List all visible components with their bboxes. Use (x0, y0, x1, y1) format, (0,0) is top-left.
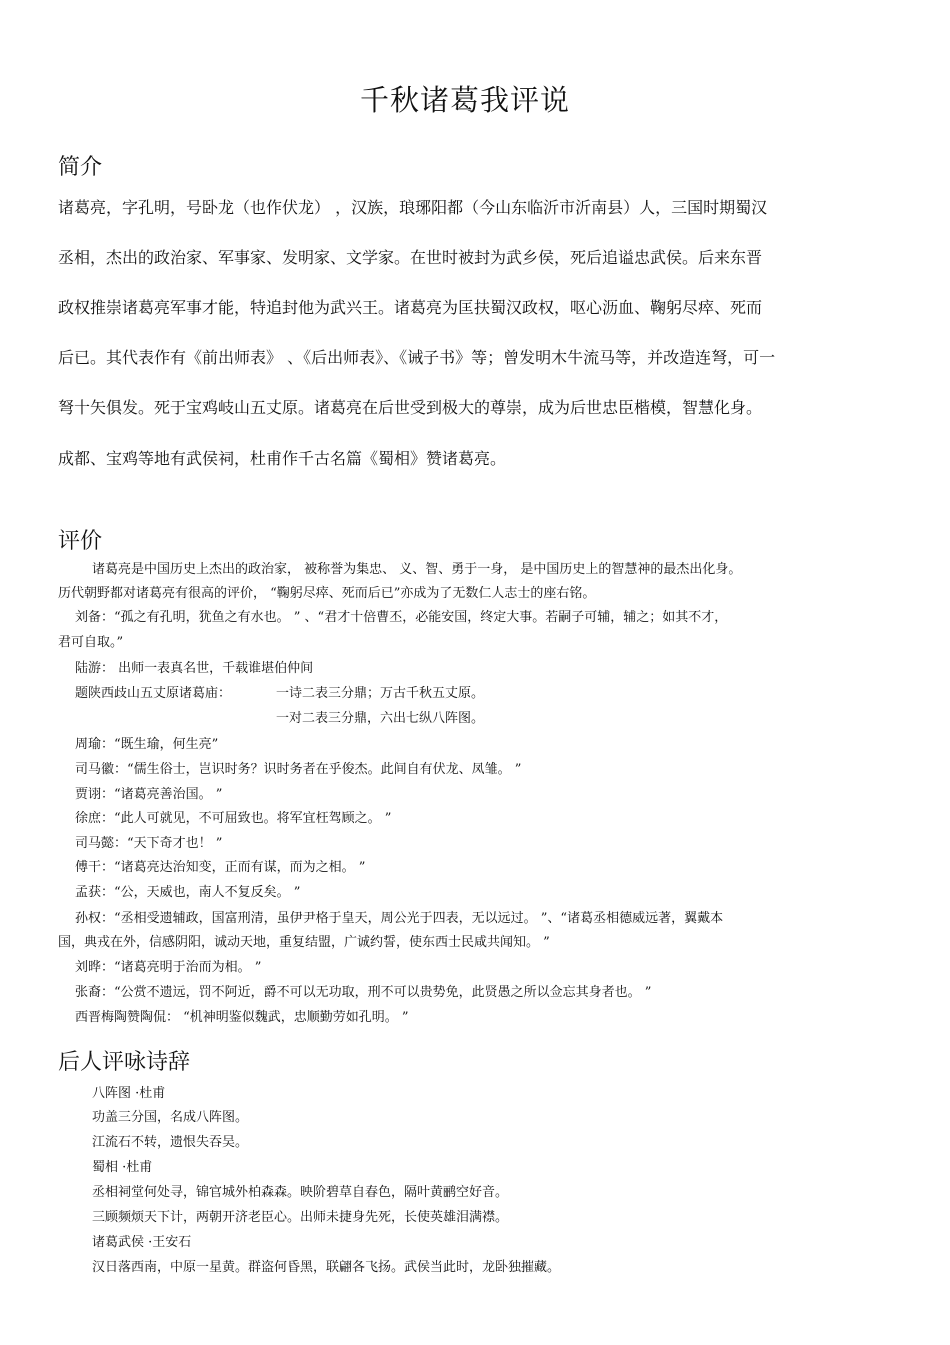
poem-line: 功盖三分国，名成八阵图。 (92, 1110, 249, 1125)
quote-lu-you: 陆游： 出师一表真名世，千载谁堪伯仲间 (75, 661, 314, 676)
evaluation-heading: 评价 (58, 529, 103, 554)
quote-meng-huo: 孟获：“公，天威也，南人不复反矣。 ” (75, 885, 301, 900)
intro-heading: 简介 (58, 155, 103, 180)
quote-liu-ye: 刘晔：“诸葛亮明于治而为相。 ” (75, 960, 262, 975)
poems-heading: 后人评咏诗辞 (58, 1050, 191, 1075)
poem-line: 汉日落西南，中原一星黄。群盗何昏黑，联翩各飞扬。武侯当此时，龙卧独摧藏。 (92, 1260, 561, 1275)
quote-zhang-yi: 张裔：“公赏不遗远，罚不阿近，爵不可以无功取，刑不可以贵势免，此贤愚之所以佥忘其身者也。 ” (75, 985, 652, 1000)
quote-jia-xu: 贾诩：“诸葛亮善治国。 ” (75, 787, 223, 802)
quote-sima-hui: 司马徽：“儒生俗士，岂识时务？识时务者在乎俊杰。此间自有伏龙、凤雏。 ” (75, 762, 522, 777)
page-title: 千秋诸葛我评说 (359, 83, 570, 117)
intro-line: 成都、宝鸡等地有武侯祠，杜甫作千古名篇《蜀相》赞诸葛亮。 (58, 449, 507, 468)
quote-sun-quan: 孙权：“丞相受遗辅政，国富刑清，虽伊尹格于皇天，周公光于四表，无以远过。 ”、“诸葛丞相德威远著，翼戴本 (75, 911, 724, 926)
poem-line: 江流石不转，遗恨失吞吴。 (92, 1135, 249, 1150)
quote-tao-kan: 西晋梅陶赞陶侃： “机神明鉴似魏武，忠顺勤劳如孔明。 ” (75, 1010, 409, 1025)
quote-zhou-yu: 周瑜：“既生瑜，何生亮” (75, 737, 219, 752)
intro-line: 丞相，杰出的政治家、军事家、发明家、文学家。在世时被封为武乡侯，死后追谥忠武侯。后来东晋 (58, 248, 763, 267)
quote-sun-quan-cont: 国，典戎在外，信感阴阳，诚动天地，重复结盟，广诚约誓，使东西士民咸共闻知。 ” (58, 935, 550, 950)
intro-line: 弩十矢俱发。死于宝鸡岐山五丈原。诸葛亮在后世受到极大的尊崇，成为后世忠臣楷模，智慧化身。 (58, 398, 763, 417)
intro-line: 政权推崇诸葛亮军事才能，特追封他为武兴王。诸葛亮为匡扶蜀汉政权，呕心沥血、鞠躬尽瘁、死而 (58, 298, 763, 317)
evaluation-line: 君可自取。” (58, 635, 124, 650)
couplet-line: 一对二表三分鼎，六出七纵八阵图。 (276, 711, 485, 726)
quote-temple-label: 题陕西歧山五丈原诸葛庙： (75, 686, 232, 701)
couplet-line: 一诗二表三分鼎；万古千秋五丈原。 (276, 686, 485, 701)
quote-xu-shu: 徐庶：“此人可就见，不可屈致也。将军宜枉驾顾之。 ” (75, 811, 392, 826)
intro-line: 后已。其代表作有《前出师表》 、《后出师表》、《诫子书》等；曾发明木牛流马等，并改造连弩，可一 (58, 348, 776, 367)
poem-title: 蜀相 ·杜甫 (92, 1160, 153, 1175)
poem-line: 三顾频烦天下计，两朝开济老臣心。出师未捷身先死，长使英雄泪满襟。 (92, 1210, 509, 1225)
quote-fu-gan: 傅干：“诸葛亮达治知变，正而有谋，而为之相。 ” (75, 860, 366, 875)
poem-title: 八阵图 ·杜甫 (92, 1086, 166, 1101)
evaluation-line: 历代朝野都对诸葛亮有很高的评价， “鞠躬尽瘁、死而后已”亦成为了无数仁人志士的座右铭。 (58, 586, 596, 601)
poem-title: 诸葛武侯 ·王安石 (92, 1235, 192, 1250)
evaluation-line: 刘备：“孤之有孔明，犹鱼之有水也。 ” 、“君才十倍曹丕，必能安国，终定大事。若嗣子可辅，辅之；如其不才， (75, 610, 728, 625)
evaluation-line: 诸葛亮是中国历史上杰出的政治家， 被称誉为集忠、 义、智、勇于一身， 是中国历史上的智慧神的最杰出化身。 (92, 562, 742, 577)
quote-sima-yi: 司马懿：“天下奇才也！ ” (75, 836, 223, 851)
poem-line: 丞相祠堂何处寻，锦官城外柏森森。映阶碧草自春色，隔叶黄鹂空好音。 (92, 1185, 509, 1200)
intro-line: 诸葛亮，字孔明，号卧龙（也作伏龙） ，汉族，琅琊阳都（今山东临沂市沂南县）人，三国时期蜀汉 (58, 198, 768, 217)
